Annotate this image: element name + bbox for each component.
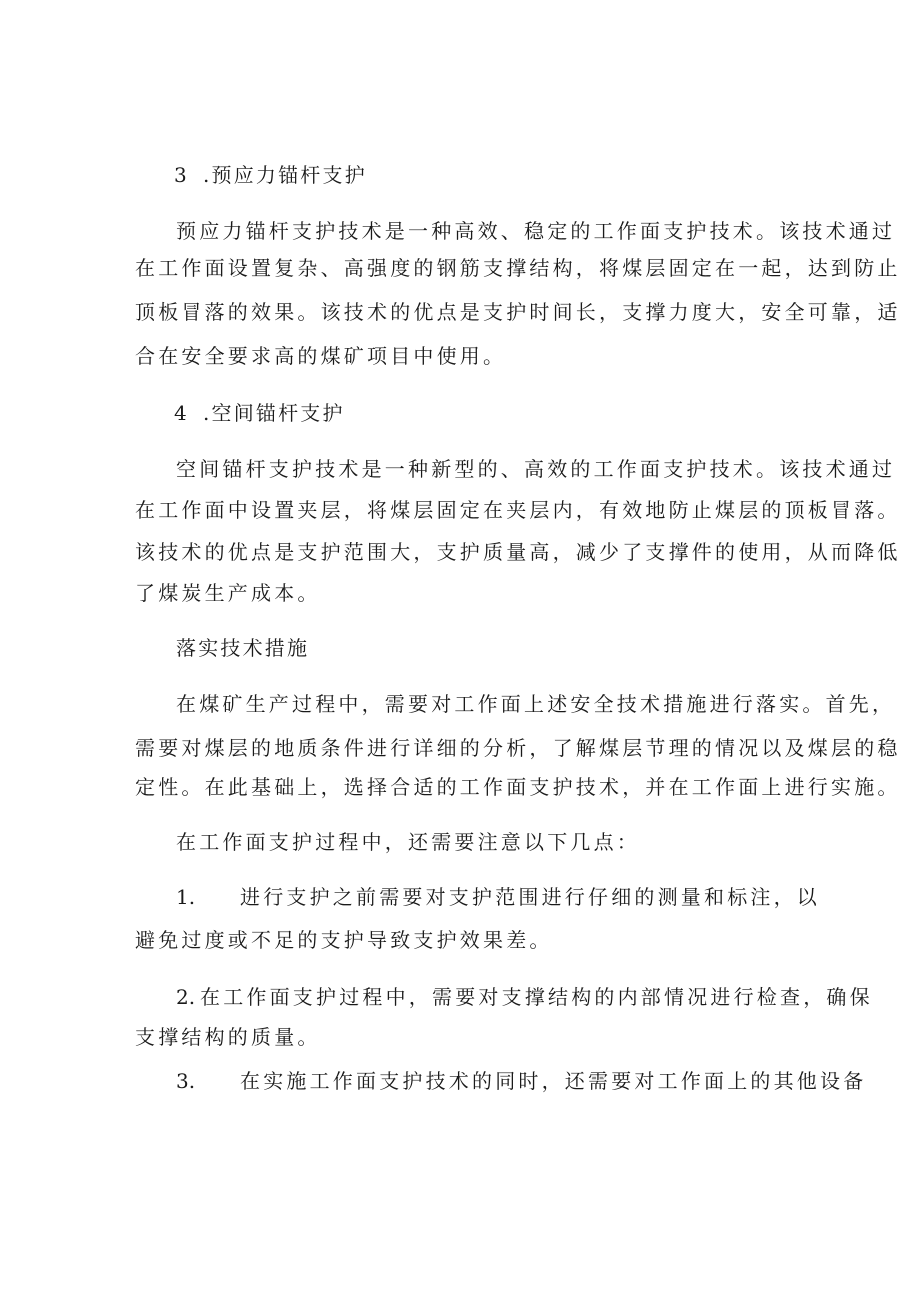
paragraph-line: 空间锚杆支护技术是一种新型的、高效的工作面支护技术。该技术通过	[176, 457, 896, 481]
section-heading-text: .预应力锚杆支护	[202, 163, 367, 187]
note-line: 在工作面支护过程中，需要对支撑结构的内部情况进行检查，确保	[200, 985, 873, 1009]
paragraph-line: 合在安全要求高的煤矿项目中使用。	[135, 344, 507, 368]
section-heading-text: .空间锚杆支护	[202, 401, 345, 425]
section-heading-number: 4	[174, 401, 189, 425]
note-number: 2.	[176, 985, 196, 1009]
paragraph-line: 在煤矿生产过程中，需要对工作面上述安全技术措施进行落实。首先，	[176, 692, 896, 716]
section-heading-implementation: 落实技术措施	[176, 636, 310, 660]
paragraph-line: 预应力锚杆支护技术是一种高效、稳定的工作面支护技术。该技术通过	[176, 219, 896, 243]
note-line: 避免过度或不足的支护导致支护效果差。	[135, 928, 553, 952]
section-heading-number: 3	[174, 163, 189, 187]
note-number: 3.	[176, 1069, 196, 1093]
note-line: 进行支护之前需要对支护范围进行仔细的测量和标注，以	[240, 885, 820, 909]
section-heading-3	[174, 163, 367, 187]
paragraph-line: 定性。在此基础上，选择合适的工作面支护技术，并在工作面上进行实施。	[135, 775, 901, 799]
paragraph-line: 需要对煤层的地质条件进行详细的分析，了解煤层节理的情况以及煤层的稳	[135, 736, 901, 760]
paragraph-line: 顶板冒落的效果。该技术的优点是支护时间长，支撑力度大，安全可靠，适	[135, 300, 901, 324]
paragraph-line: 该技术的优点是支护范围大，支护质量高，减少了支撑件的使用，从而降低	[135, 540, 901, 564]
note-line: 在实施工作面支护技术的同时，还需要对工作面上的其他设备	[240, 1069, 867, 1093]
section-heading-4	[174, 401, 345, 425]
paragraph-line: 在工作面设置复杂、高强度的钢筋支撑结构，将煤层固定在一起，达到防止	[135, 256, 901, 280]
notes-intro: 在工作面支护过程中，还需要注意以下几点：	[176, 830, 640, 854]
note-line: 支撑结构的质量。	[135, 1025, 321, 1049]
paragraph-line: 在工作面中设置夹层，将煤层固定在夹层内，有效地防止煤层的顶板冒落。	[135, 498, 901, 522]
paragraph-line: 了煤炭生产成本。	[135, 581, 321, 605]
note-number: 1.	[176, 885, 196, 909]
